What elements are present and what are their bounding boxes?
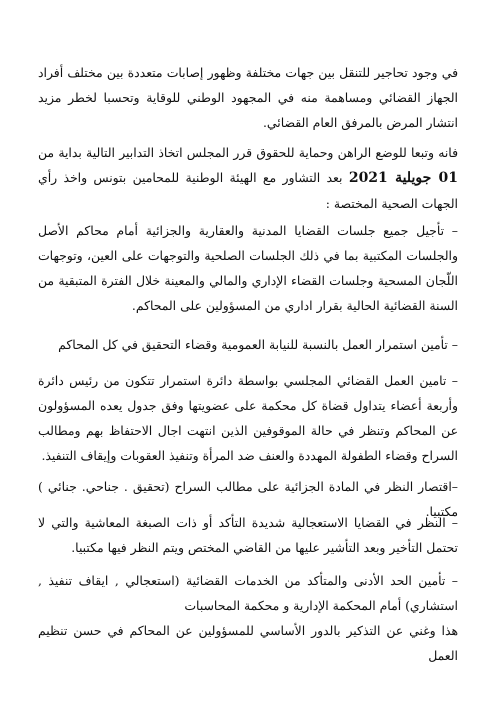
decision-text-end: بعد التشاور مع الهيئة الوطنية للمحامين بتونس واخذ رأي الجهات الصحية المختصة : bbox=[38, 170, 458, 211]
paragraph-decision bbox=[38, 140, 458, 216]
measure-prosecution-continuity: – تأمين استمرار العمل بالنسبة للنيابة العمومية وقضاء التحقيق في كل المحاكم bbox=[58, 337, 458, 352]
measure-administrative-court: – تأمين الحد الأدنى والمتأكد من الخدمات القضائية (استعجالي , ايقاف تنفيذ , استشاري) أمام المحكمة الإدارية و محكمة المحاسبات bbox=[38, 573, 458, 613]
decision-text-start: فانه وتبعا للوضع الراهن وحماية للحقوق قرر المجلس اتخاذ التدابير التالية بداية من bbox=[38, 145, 458, 160]
effective-date: 01 جويلية 2021 bbox=[348, 170, 458, 186]
closing-reminder: هذا وغني عن التذكير بالدور الأساسي للمسؤولين عن المحاكم في حسن تنظيم العمل bbox=[38, 623, 458, 663]
measure-urgent-cases: – النظر في القضايا الاستعجالية شديدة التأكد أو ذات الصبغة المعاشية والتي لا تحتمل التأخير وبعد التأشير عليها من القاضي المختص ويتم النظر فيها مكتبيا. bbox=[38, 515, 458, 555]
measure-postpone-hearings: – تأجيل جميع جلسات القضايا المدنية والعقارية والجزائية أمام محاكم الأصل والجلسات المكتبية بما في ذلك الجلسات الصلحية والتوجهات على العين، وتوجهات اللّجان المسحية وجلسات القضاء الإداري والمالي والمعينة خلال الفترة المتبقية من السنة القضائية الحالية بقرار اداري من المسؤولين على المحاكم. bbox=[38, 223, 458, 313]
measure-continuity-chamber: – تامين العمل القضائي المجلسي بواسطة دائرة استمرار تتكون من رئيس دائرة وأربعة أعضاء يتداول قضاة كل محكمة على عضويتها وفق جدول يعده المسؤولون عن المحاكم وتنظر في حالة الموقوفين الذين انتهت اجال الاحتفاظ بهم ومطالب السراح وقضاء الطفولة المهددة والعنف ضد المرأة وتنفيذ العقوبات وإيقاف التنفيذ. bbox=[38, 373, 458, 463]
paragraph-context: في وجود تحاجير للتنقل بين جهات مختلفة وظهور إصابات متعددة بين مختلف أفراد الجهاز القضائي ومساهمة منه في المجهود الوطني للوقاية وتحسبا لخطر مزيد انتشار المرض بالمرفق العام القضائي. bbox=[38, 65, 458, 130]
measure-criminal-release: –اقتصار النظر في المادة الجزائية على مطالب السراح (تحقيق . جناحي. جنائي ) مكتبيا. bbox=[38, 479, 458, 519]
